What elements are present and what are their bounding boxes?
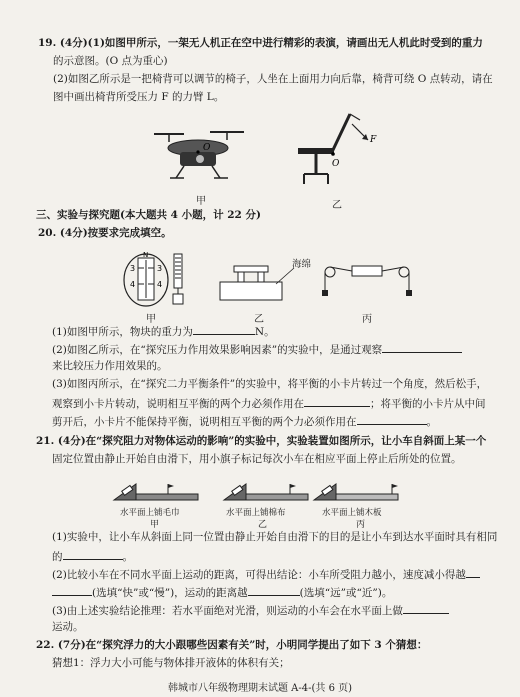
q21-part2-line2 [52,584,392,600]
q21-answer-speed[interactable] [63,548,123,560]
q20-part2 [52,341,462,357]
incline-figure-cotton [222,478,312,504]
sponge-label: 海绵 [292,259,312,270]
q21-part3-line1 [52,602,449,618]
q20-part2-text: (2)如图乙所示，在“探究压力作用效果影响因素”的实验中，是通过观察 [52,344,383,356]
scale-mark-4-left: 4 [130,280,136,289]
scale-mark-4-right: 4 [157,280,163,289]
q20-part2-cont: 来比较压力作用效果的。 [52,360,168,372]
q20-part3-text1: 观察到小卡片转动，说明相互平衡的两个力必须作用在 [52,398,304,410]
q19-fig-yi: 乙 [332,200,342,211]
q21-line2: 固定位置由静止开始自由滑下，用小旗子标记每次小车在相应平面上停止后所处的位置。 [52,453,462,465]
scale-unit-n: N [143,251,149,259]
surface-cotton: 水平面上铺棉布 [226,508,286,518]
q21-part2-text3: (选填“远”或“近”)。 [299,587,393,599]
drone-figure [150,122,250,192]
q22-line2: 猜想1：浮力大小可能与物体排开液体的体积有关； [52,657,290,669]
q21-part1-line2 [52,548,133,564]
card-balance-figure [318,262,418,304]
q20-answer-gravity[interactable] [193,323,255,335]
q20-part3-text3: 剪开后，小卡片不能保持平衡，说明相互平衡的两个力必须作用在 [52,416,357,428]
q21-fig-yi: 乙 [258,520,268,530]
page-footer: 韩城市八年级物理期末试题 A-4-(共 6 页) [167,683,353,694]
q19-line2: 的示意图。(O 点为重心) [53,55,168,67]
q20-part3-line3 [52,413,437,429]
q19-line1: 19. (4分)(1)如图甲所示，一架无人机正在空中进行精彩的表演，请画出无人机此时受到的重力 [38,37,483,49]
q21-part1-text: 的 [52,551,63,563]
q20-part3-line2 [52,395,486,411]
scale-mark-3-left: 3 [130,264,136,273]
q21-fig-jia: 甲 [150,520,160,530]
q20-fig-jia: 甲 [146,314,156,325]
chair-force-f: F [370,135,377,145]
q21-answer-far-near[interactable] [248,584,300,596]
q20-part1-unit: N。 [254,326,275,338]
q21-part2-text: (2)比较小车在不同水平面上运动的距离，可得出结论：小车所受阻力越小，速度减小得越 [52,569,466,581]
q20-part3-line1: (3)如图丙所示，在“探究二力平衡条件”的实验中，将平衡的小卡片转过一个角度，然后松手， [52,378,488,390]
chair-point-o: O [332,159,340,169]
section-3-heading: 三、实验与探究题(本大题共 4 小题，计 22 分) [36,209,261,221]
q20-part1-text: (1)如图甲所示，物块的重力为 [52,326,193,338]
q21-part3-text: (3)由上述实验结论推理：若水平面绝对光滑，则运动的小车会在水平面上做 [52,605,403,617]
q19-fig-jia: 甲 [196,196,206,207]
surface-wood: 水平面上铺木板 [322,508,382,518]
q19-line4: 图中画出椅背所受压力 F 的力臂 L。 [53,91,225,103]
q21-part1-line1: (1)实验中，让小车从斜面上同一位置由静止开始自由滑下的目的是让小车到达水平面时具有相同 [52,531,498,543]
q21-answer-motion[interactable] [403,602,449,614]
drone-point-o: O [203,143,211,153]
q21-line1: 21. (4分)在“探究阻力对物体运动的影响”的实验中，实验装置如图所示，让小车自斜面上某一个 [36,435,487,447]
q21-fig-bing: 丙 [356,520,366,530]
q20-fig-bing: 丙 [362,314,372,325]
q21-part2-line1 [52,566,480,582]
chair-figure [292,110,382,190]
scale-mark-3-right: 3 [157,264,163,273]
q20-intro: 20. (4分)按要求完成填空。 [38,227,172,239]
q21-answer-slow-fast[interactable] [52,584,92,596]
spring-scale-figure [118,250,198,310]
q21-part3-line2: 运动。 [52,621,84,633]
q21-part2-text2: (选填“快”或“慢”)，运动的距离越 [92,587,248,599]
q20-answer-observe[interactable] [382,341,462,353]
q21-part1-end: 。 [122,551,133,563]
q21-answer-slow-fast-lead[interactable] [466,566,480,578]
incline-figure-wood [312,478,402,504]
q20-part3-text2: ；将平衡的小卡片从中间 [370,398,486,410]
q20-part1 [52,323,275,339]
q20-part3-end: 。 [426,416,437,428]
surface-towel: 水平面上铺毛巾 [120,508,180,518]
q20-answer-same-object[interactable] [357,413,427,425]
incline-figure-towel [112,478,202,504]
q19-line3: (2)如图乙所示是一把椅背可以调节的椅子，人坐在上面用力向后靠，椅背可绕 O 点转动，请在 [53,73,493,85]
q20-fig-yi: 乙 [254,314,264,325]
q20-answer-same-line[interactable] [304,395,370,407]
q22-line1: 22. (7分)在“探究浮力的大小跟哪些因素有关”时，小明同学提出了如下 3 个猜想： [36,639,428,651]
